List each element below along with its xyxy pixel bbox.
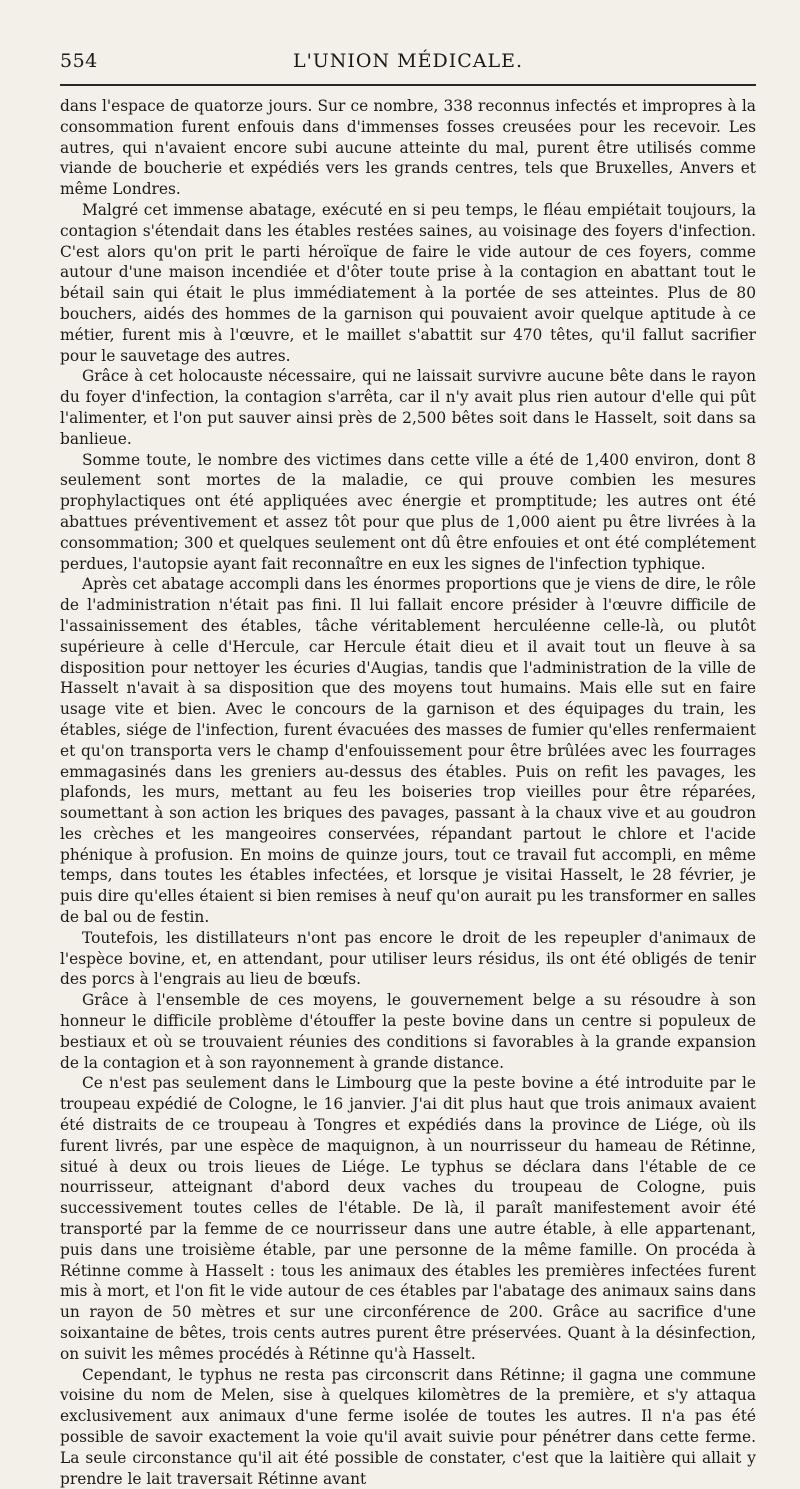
article-body: [60, 96, 756, 1489]
running-header: [60, 46, 756, 80]
paragraph: Ce n'est pas seulement dans le Limbourg que la peste bovine a été introduite par le troupeau expédié de Cologne, le 16 janvier. J'ai dit plus haut que trois animaux avaient été distraits de ce troupeau à Tongres et expédiés dans la province de Liége, où ils furent livrés, par une espèce de maquignon, à un nourrisseur du hameau de Rétinne, situé à deux ou trois lieues de Liége. Le typhus se déclara dans l'étable de ce nourrisseur, atteignant d'abord deux vaches du troupeau de Cologne, puis successivement toutes celles de l'étable. De là, il paraît manifestement avoir été transporté par la femme de ce nourrisseur dans une autre étable, à elle appartenant, puis dans une troisième étable, par une personne de la même famille. On procéda à Rétinne comme à Hasselt : tous les animaux des étables les premières infectées furent mis à mort, et l'on fit le vide autour de ces étables par l'abatage des animaux sains dans un rayon de 50 mètres et sur une circonférence de 200. Grâce au sacrifice d'une soixantaine de bêtes, trois cents autres purent être préservées. Quant à la désinfection, on suivit les mêmes procédés à Rétinne qu'à Hasselt.: [60, 1074, 756, 1363]
paragraph: Grâce à cet holocauste nécessaire, qui ne laissait survivre aucune bête dans le rayon du foyer d'infection, la contagion s'arrêta, car il n'y avait plus rien autour d'elle qui pût l'alimenter, et l'on put sauver ainsi près de 2,500 bêtes soit dans le Hasselt, soit dans sa banlieue.: [60, 367, 756, 448]
paragraph: Cependant, le typhus ne resta pas circonscrit dans Rétinne; il gagna une commune voisine du nom de Melen, sise à quelques kilomètres de la première, et s'y attaqua exclusivement aux animaux d'une ferme isolée de toutes les autres. Il n'a pas été possible de savoir exactement la voie qu'il avait suivie pour pénétrer dans cette ferme. La seule circonstance qu'il ait été possible de constater, c'est que la laitière qui allait y prendre le lait traversait Rétinne avant: [60, 1365, 756, 1488]
page-number: 554: [60, 50, 98, 72]
journal-title: L'UNION MÉDICALE.: [292, 50, 524, 72]
header-rule: [60, 84, 756, 86]
paragraph: Grâce à l'ensemble de ces moyens, le gouvernement belge a su résoudre à son honneur le difficile problème d'étouffer la peste bovine dans un centre si populeux de bestiaux et où se trouvaient réunies des conditions si favorables à la grande expansion de la contagion et à son rayonnement à grande distance.: [60, 991, 756, 1072]
paragraph: Après cet abatage accompli dans les énormes proportions que je viens de dire, le rôle de l'administration n'était pas fini. Il lui fallait encore présider à l'œuvre difficile de l'assainissement des étables, tâche véritablement herculéenne celle-là, ou plutôt supérieure à celle d'Hercule, car Hercule était dieu et il avait tout un fleuve à sa disposition pour nettoyer les écuries d'Augias, tandis que l'administration de la ville de Hasselt n'avait à sa disposition que des moyens tout humains. Mais elle sut en faire usage vite et bien. Avec le concours de la garnison et des équipages du train, les étables, siége de l'infection, furent évacuées des masses de fumier qu'elles renfermaient et qu'on transporta vers le champ d'enfouissement pour être brûlées avec les fourrages emmagasinés dans les greniers au-dessus des étables. Puis on refit les pavages, les plafonds, les murs, mettant au feu les boiseries trop vieilles pour être réparées, soumettant à son action les briques des pavages, passant à la chaux vive et au goudron les crèches et les mangeoires conservées, répandant partout le chlore et l'acide phénique à profusion. En moins de quinze jours, tout ce travail fut accompli, en même temps, dans toutes les étables infectées, et lorsque je visitai Hasselt, le 28 février, je puis dire qu'elles étaient si bien remises à neuf qu'on aurait pu les transformer en salles de bal ou de festin.: [60, 575, 756, 927]
paragraph: Malgré cet immense abatage, exécuté en si peu temps, le fléau empiétait toujours, la contagion s'étendait dans les étables restées saines, au voisinage des foyers d'infection. C'est alors qu'on prit le parti héroïque de faire le vide autour de ces foyers, comme autour d'une maison incendiée et d'ôter toute prise à la contagion en abattant tout le bétail sain qui était le plus immédiatement à la portée de ses atteintes. Plus de 80 bouchers, aidés des hommes de la garnison qui pouvaient avoir quelque aptitude à ce métier, furent mis à l'œuvre, et le maillet s'abattit sur 470 têtes, qu'il fallut sacrifier pour le sauvetage des autres.: [60, 200, 756, 365]
paragraph: Somme toute, le nombre des victimes dans cette ville a été de 1,400 environ, dont 8 seulement sont mortes de la maladie, ce qui prouve combien les mesures prophylactiques ont été appliquées avec énergie et promptitude; les autres ont été abattues préventivement et assez tôt pour que plus de 1,000 aient pu être livrées à la consommation; 300 et quelques seulement ont dû être enfouies et ont été complétement perdues, l'autopsie ayant fait reconnaître en eux les signes de l'infection typhique.: [60, 450, 756, 573]
paragraph: dans l'espace de quatorze jours. Sur ce nombre, 338 reconnus infectés et impropres à la consommation furent enfouis dans d'immenses fosses creusées pour les recevoir. Les autres, qui n'avaient encore subi aucune atteinte du mal, purent être utilisés comme viande de boucherie et expédiés vers les grands centres, tels que Bruxelles, Anvers et même Londres.: [60, 97, 756, 199]
paragraph: Toutefois, les distillateurs n'ont pas encore le droit de les repeupler d'animaux de l'espèce bovine, et, en attendant, pour utiliser leurs résidus, ils ont été obligés de tenir des porcs à l'engrais au lieu de bœufs.: [60, 928, 756, 989]
